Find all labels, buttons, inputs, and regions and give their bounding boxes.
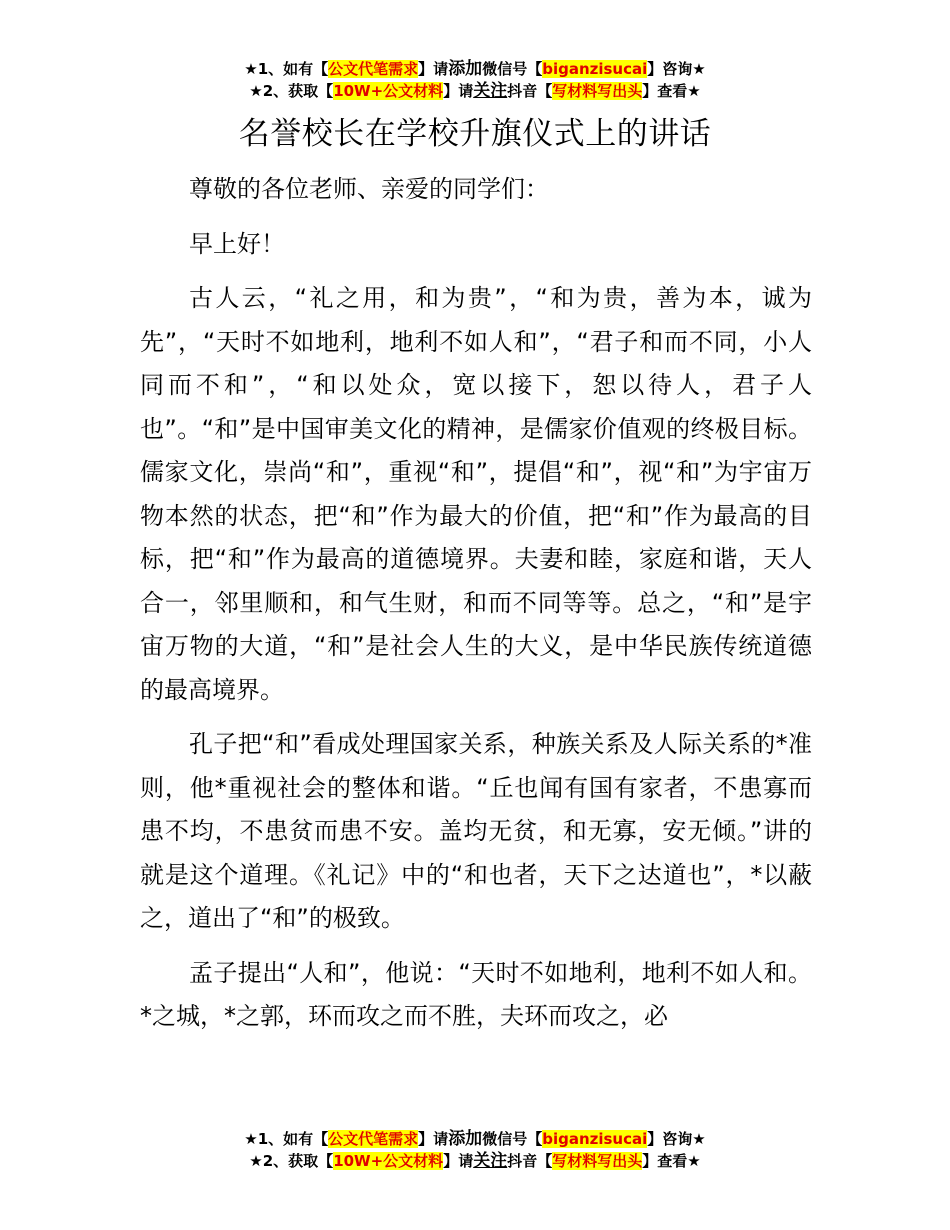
promo-highlight: 10W+公文材料 <box>333 1152 444 1170</box>
body-paragraph: 古人云，“礼之用，和为贵”，“和为贵，善为本，诚为先”，“天时不如地利，地利不如人和”，“君子和而不同，小人同而不和”，“和以处众，宽以接下，恕以待人，君子人也”。“和”是中国审美文化的精神，是儒家价值观的终极目标。儒家文化，崇尚“和”，重视“和”，提倡“和”，视“和”为宇宙万物本然的状态，把“和”作为最大的价值，把“和”作为最高的目标，把“和”作为最高的道德境界。夫妻和睦，家庭和谐，天人合一，邻里顺和，和气生财，和而不同等等。总之，“和”是宇宙万物的大道，“和”是社会人生的大义，是中华民族传统道德的最高境界。 <box>140 284 812 704</box>
document-title: 名誉校长在学校升旗仪式上的讲话 <box>238 116 712 152</box>
promo-line-2: ★2、获取【10W+公文材料】请关注抖音【写材料写出头】查看★ <box>249 1151 701 1171</box>
body-paragraph: 孟子提出“人和”，他说：“天时不如地利，地利不如人和。*之城，*之郭，环而攻之而不胜，夫环而攻之，必 <box>140 958 812 1030</box>
promo-highlight: biganzisucai <box>542 1130 648 1148</box>
promo-highlight: 10W+公文材料 <box>333 82 444 100</box>
header-promo-banner <box>0 58 950 102</box>
promo-line-1: ★1、如有【公文代笔需求】请添加微信号【biganzisucai】咨询★ <box>244 1129 706 1149</box>
promo-highlight: 公文代笔需求 <box>328 1130 419 1148</box>
promo-highlight: 公文代笔需求 <box>328 60 419 78</box>
greeting: 早上好！ <box>189 229 285 258</box>
salutation: 尊敬的各位老师、亲爱的同学们： <box>189 175 549 203</box>
promo-line-2: ★2、获取【10W+公文材料】请关注抖音【写材料写出头】查看★ <box>249 81 701 101</box>
promo-highlight: 写材料写出头 <box>552 1152 643 1170</box>
promo-highlight: biganzisucai <box>542 60 648 78</box>
promo-line-1: ★1、如有【公文代笔需求】请添加微信号【biganzisucai】咨询★ <box>244 59 706 79</box>
footer-promo-banner <box>0 1128 950 1172</box>
body-paragraph: 孔子把“和”看成处理国家关系，种族关系及人际关系的*准则，他*重视社会的整体和谐。“丘也闻有国有家者，不患寡而患不均，不患贫而患不安。盖均无贫，和无寡，安无倾。”讲的就是这个道理。《礼记》中的“和也者，天下之达道也”，*以蔽之，道出了“和”的极致。 <box>140 730 812 932</box>
document-body <box>140 168 812 1050</box>
promo-highlight: 写材料写出头 <box>552 82 643 100</box>
